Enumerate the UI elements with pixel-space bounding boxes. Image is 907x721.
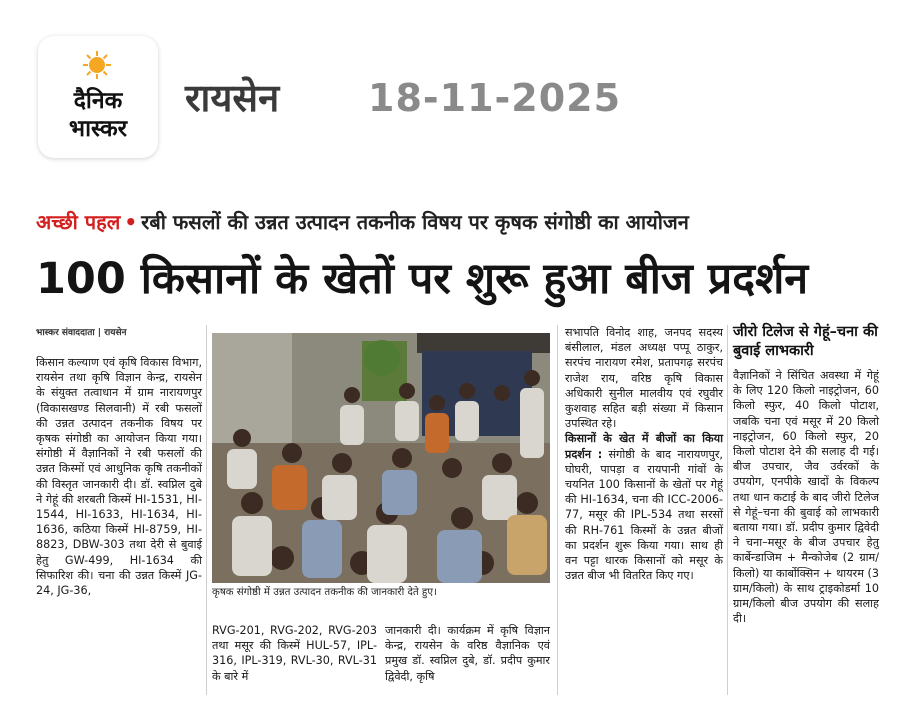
article-photo bbox=[212, 333, 550, 583]
column-3-subheading: किसानों के खेत में बीजों का किया प्रदर्शन : bbox=[565, 432, 723, 461]
logo-text-line2: भास्कर bbox=[68, 116, 128, 142]
photo-caption: कृषक संगोष्ठी में उन्नत उत्पादन तकनीक की जानकारी देते हुए। bbox=[212, 587, 437, 598]
sun-icon bbox=[82, 50, 112, 80]
article-column-2b: जानकारी दी। कार्यक्रम में कृषि विज्ञान केन्द्र, रायसेन के वरिष्ठ वैज्ञानिक एवं प्रमुख डॉ. स्वप्निल दुबे, डॉ. प्रदीप कुमार द्विवेदी, कृषि bbox=[385, 624, 550, 683]
logo-text-line1: दैनिक bbox=[73, 88, 123, 114]
column-divider bbox=[727, 325, 728, 695]
article-headline: 100 किसानों के खेतों पर शुरू हुआ बीज प्रदर्शन bbox=[36, 254, 809, 304]
dainik-bhaskar-logo[interactable] bbox=[38, 36, 158, 158]
article-kicker bbox=[36, 208, 689, 236]
article-column-4: वैज्ञानिकों ने सिंचित अवस्था में गेहूं के लिए 120 किलो नाइट्रोजन, 60 किलो स्फुर, 40 किलो पोटाश, जबकि चना एवं मसूर में 20 किलो नाइट्रोजन, 60 किलो स्फुर, 20 किलो पोटाश देने की सलाह दी गई। बीज उपचार, जैव उर्वरकों के उपयोग, एनपीके खादों के विकल्प तथा धान कटाई के बाद जीरो टिलेज से गेहूं–चना की बुवाई को लाभकारी बताया गया। डॉ. प्रदीप कुमार द्विवेदी ने चना–मसूर के बीज उपचार हेतु कार्बेन्डाजिम + मैन्कोजेब (2 ग्राम/किलो) या कार्बोक्सिन + थायरम (3 ग्राम/किलो) के साथ ट्राइकोडर्मा 10 ग्राम/किलो बीज उपयोग की सलाह दी। bbox=[733, 369, 879, 626]
kicker-bullet: • bbox=[124, 210, 138, 234]
column-3-body: संगोष्ठी के बाद नारायणपुर, घोघरी, पापड़ा व रायपानी गांवों के चयनित 100 किसानों के खेतों पर गेहूं की HI-1634, चना की ICC-2006-77, मसूर की IPL-534 तथा सरसों की RH-761 किस्मों के उन्नत बीजों का प्रदर्शन शुरू किया गया। साथ ही वन पट्टा धारक किसानों को मसूर के उन्नत बीज भी वितरित किए गए। bbox=[565, 447, 723, 583]
kicker-tag: अच्छी पहल bbox=[36, 210, 121, 234]
article-column-3 bbox=[565, 325, 723, 583]
article-byline: भास्कर संवाददाता | रायसेन bbox=[36, 328, 127, 338]
column-divider bbox=[206, 325, 207, 695]
column-3-intro: सभापति विनोद शाह, जनपद सदस्य बंसीलाल, मंडल अध्यक्ष पप्पू ठाकुर, सरपंच नारायण रमेश, प्रतापगढ़ सरपंच राजेश राय, वरिष्ठ कृषि विकास अधिकारी सुनील मालवीय एवं रघुवीर कुशवाह सहित बड़ी संख्या में किसान उपस्थित रहे। bbox=[565, 326, 723, 431]
article-column-1: किसान कल्याण एवं कृषि विकास विभाग, रायसेन तथा कृषि विज्ञान केन्द्र, रायसेन के संयुक्त तत्वाधान में ग्राम नारायणपुर (विकासखण्ड सिलवानी) में रबी फसलों की उन्नत उत्पादन तकनीक विषय पर कृषक संगोष्ठी का आयोजन किया गया। संगोष्ठी में वैज्ञानिकों ने रबी फसलों की उन्नत किस्मों एवं आधुनिक कृषि तकनीकों की विस्तृत जानकारी दी। डॉ. स्वप्निल दुबे ने गेहूं की शरबती किस्में HI-1531, HI-1544, HI-1633, HI-1634, HI-1636, कठिया किस्में HI-8759, HI-8823, DBW-303 तथा देरी से बुवाई हेतु GW-499, HI-1634 की सिफारिश की। चना की उन्नत किस्में JG-24, JG-36, bbox=[36, 356, 202, 598]
edition-date: 18-11-2025 bbox=[368, 76, 622, 120]
column-divider bbox=[557, 325, 558, 695]
side-heading: जीरो टिलेज से गेहूं–चना की बुवाई लाभकारी bbox=[733, 324, 878, 359]
edition-city: रायसेन bbox=[185, 76, 280, 120]
farmers-meeting-photo bbox=[212, 333, 550, 583]
kicker-subtitle: रबी फसलों की उन्नत उत्पादन तकनीक विषय पर कृषक संगोष्ठी का आयोजन bbox=[141, 210, 689, 234]
article-column-2a: RVG-201, RVG-202, RVG-203 तथा मसूर की किस्में HUL-57, IPL-316, IPL-319, RVL-30, RVL-31 के बारे में bbox=[212, 624, 377, 683]
